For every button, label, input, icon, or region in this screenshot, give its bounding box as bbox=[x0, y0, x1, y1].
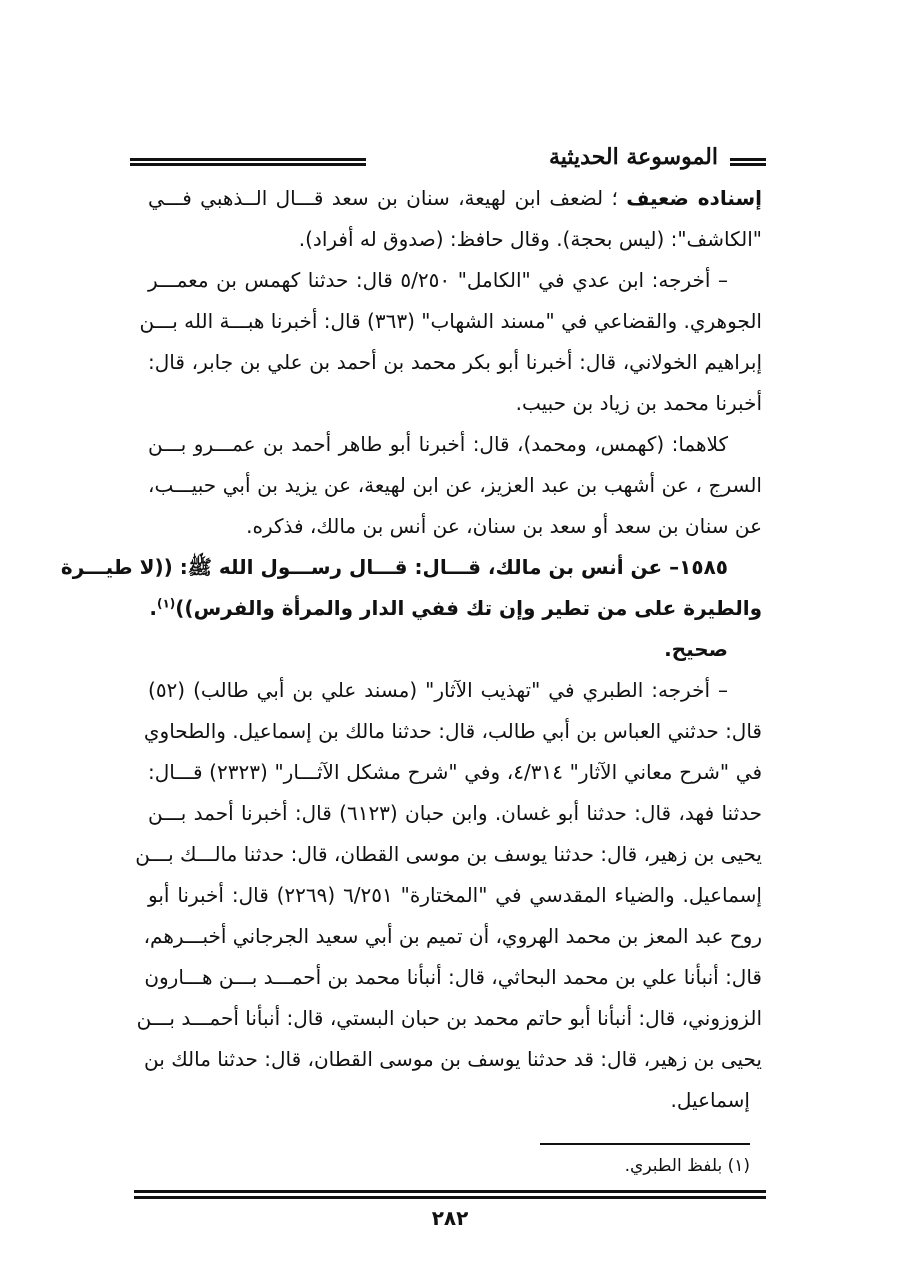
body-text bbox=[60, 178, 763, 1121]
text-line-21: الزوزوني، قال: أنبأنا أبو حاتم محمد بن حبان البستي، قال: أنبأنا أحمـــد بـــن bbox=[136, 1006, 762, 1030]
text-line-2: "الكاشف": (ليس بحجة). وقال حافظ: (صدوق له أفراد). bbox=[298, 227, 762, 251]
text-line-6: أخبرنا محمد بن زياد بن حبيب. bbox=[515, 391, 762, 415]
footnote-separator bbox=[540, 1143, 750, 1145]
footer-rule bbox=[134, 1190, 766, 1199]
text-line-18: إسماعيل. والضياء المقدسي في "المختارة" ٦/٢٥١ (٢٢٦٩) قال: أخبرنا أبو bbox=[148, 883, 762, 907]
text-line-22: يحيى بن زهير، قال: قد حدثنا يوسف بن موسى القطان، قال: حدثنا مالك بن bbox=[144, 1047, 762, 1071]
text-line-8: السرج ، عن أشهب بن عبد العزيز، عن ابن لهيعة، عن يزيد بن أبي حبيـــب، bbox=[148, 473, 762, 497]
text-line-5: إبراهيم الخولاني، قال: أخبرنا أبو بكر محمد بن أحمد بن علي بن جابر، قال: bbox=[148, 350, 762, 374]
isnad-label: إسناده ضعيف bbox=[626, 186, 763, 210]
footnote: (١) بلفظ الطبري. bbox=[624, 1156, 750, 1176]
header-rule-right bbox=[730, 158, 766, 166]
hadith-number-line: ١٥٨٥– عن أنس بن مالك، قـــال: قـــال رســـول الله ﷺ: ((لا طيـــرة bbox=[60, 555, 728, 579]
text-line-13: – أخرجه: الطبري في "تهذيب الآثار" (مسند علي بن أبي طالب) (٥٢) bbox=[148, 678, 728, 702]
hadith-text: والطيرة على من تطير وإن تك ففي الدار والمرأة والفرس)) bbox=[175, 596, 762, 620]
text-line-19: روح عبد المعز بن محمد الهروي، أن تميم بن أبي سعيد الجرجاني أخبـــرهم، bbox=[143, 924, 762, 948]
text-line-23: إسماعيل. bbox=[670, 1088, 750, 1112]
header-rule-left bbox=[130, 158, 366, 166]
text-line-20: قال: أنبأنا علي بن محمد البحاثي، قال: أنبأنا محمد بن أحمـــد بـــن هـــارون bbox=[144, 965, 762, 989]
text-line-15: في "شرح معاني الآثار" ٤/٣١٤، وفي "شرح مشكل الآثـــار" (٢٣٢٣) قـــال: bbox=[148, 760, 763, 784]
text-line-1 bbox=[148, 178, 762, 219]
text-line-14: قال: حدثني العباس بن أبي طالب، قال: حدثنا مالك بن إسماعيل. والطحاوي bbox=[143, 719, 762, 743]
header-title: الموسوعة الحديثية bbox=[548, 144, 718, 170]
footnote-marker: (١) bbox=[156, 596, 176, 611]
grade-line: صحيح. bbox=[664, 637, 728, 661]
text-line-7: كلاهما: (كهمس، ومحمد)، قال: أخبرنا أبو طاهر أحمد بن عمـــرو بـــن bbox=[148, 432, 728, 456]
line-1-rest-visible: ؛ لضعف ابن لهيعة، سنان بن سعد قـــال الــذهبي فـــي bbox=[148, 186, 627, 210]
text-line-4: الجوهري. والقضاعي في "مسند الشهاب" (٣٦٣) قال: أخبرنا هبـــة الله بـــن bbox=[139, 309, 762, 333]
text-line-3: – أخرجه: ابن عدي في "الكامل" ٥/٢٥٠ قال: حدثنا كهمس بن معمـــر bbox=[148, 268, 728, 292]
page-header bbox=[130, 140, 766, 180]
text-line-17: يحيى بن زهير، قال: حدثنا يوسف بن موسى القطان، قال: حدثنا مالـــك بـــن bbox=[135, 842, 762, 866]
hadith-end: . bbox=[149, 596, 157, 620]
text-line-9: عن سنان بن سعد أو سعد بن سنان، عن أنس بن مالك، فذكره. bbox=[246, 514, 762, 538]
text-line-16: حدثنا فهد، قال: حدثنا أبو غسان. وابن حبان (٦١٢٣) قال: أخبرنا أحمد بـــن bbox=[148, 801, 763, 825]
page-number: ٢٨٢ bbox=[431, 1206, 469, 1230]
hadith-text-line bbox=[148, 588, 762, 629]
